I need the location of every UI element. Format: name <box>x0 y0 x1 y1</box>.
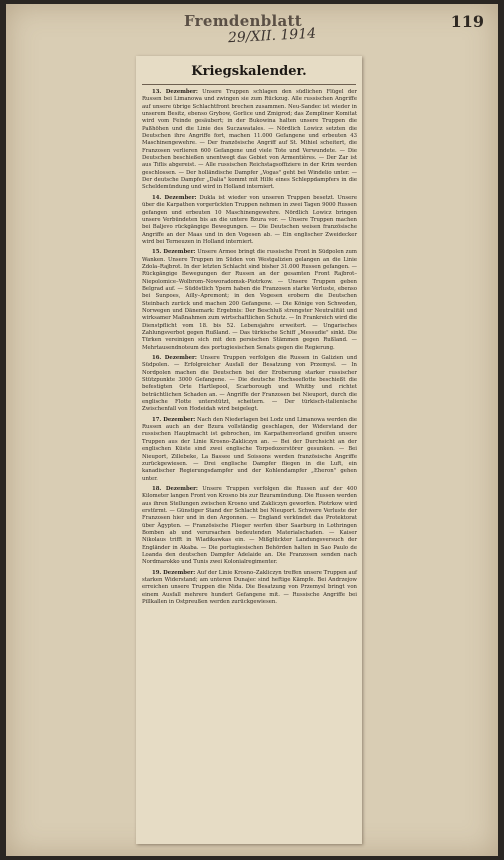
entry-text: Unsere Truppen verfolgen die Russen auf der 400 Kilometer langen Front von Krosno bis zur Bzuramündung. Die Russen werden aus ihren Stellungen zwischen Krosno und Zakliczyn geworfen. Piotrkow wird erstürmt. — Günstiger Stand der Schlacht bei Nieuport. Schwere Verluste der Franzosen hier und in den Argonnen. — England verkündet das Protektorat über Ägypten. — Französische Flieger werfen über Saarburg in Lothringen Bomben ab und verursachen bedeutenden Materialschaden. — Kaiser Nikolaus trifft in Wladikawkas ein. — Mißglückter Landungsversuch der Engländer in Akaba. — Die portugiesischen Behörden halten in Sao Paulo de Loanda den deutschen Dampfer Adelaide an. Die Franzosen senden nach Nordmarokko und Tunis zwei Kolonialregimenter. <box>142 485 357 566</box>
archive-sheet <box>6 4 498 856</box>
entry-date: 18. Dezember: <box>152 485 198 492</box>
title-rule <box>142 84 356 85</box>
entry-date: 15. Dezember: <box>152 249 196 256</box>
entry-text: Nach den Niederlagen bei Lodz und Limanowa werden die Russen auch an der Bzura vollständig geschlagen, der Widerstand der russischen Hauptmacht ist gebrochen, im Karpathenvorland greifen unsere Truppen aus der Linie Krosno–Zakliczyn an. — Bei der Durchsicht an der englischen Küste sind zwei englische Torpedozerstörer gesunken. — Bei Nieuport, Zillebeke, La Bassee und Soissons werden französische Angriffe zurückgewiesen. — Drei englische Dampfer fliegen in die Luft, ein kanadischer Regierungsdampfer und der Kohlendampfer „Eheron" gehen unter. <box>142 416 357 482</box>
calendar-entry <box>142 355 357 414</box>
calendar-entry <box>142 89 357 192</box>
entry-date: 14. Dezember: <box>152 194 197 201</box>
page-number: 119 <box>450 12 484 31</box>
calendar-entry <box>142 570 357 607</box>
calendar-entry <box>142 486 357 567</box>
newspaper-clipping <box>136 56 362 844</box>
entry-text: Dukla ist wieder von unseren Truppen besetzt. Unsere über die Karpathen vorgerückten Truppen nehmen in zwei Tagen 9000 Russen gefangen und erbeuten 10 Maschinengewehre. Nördlich Lowicz bringen unsere Verbündeten bis an die untere Bzura vor. — Unsere Truppen machen bei Baljevo rückgängige Bewegungen. — Die Deutschen weisen französische Angriffe an der Maas und in den Vogesen ab. — Ein englischer Zweidecker wird bei Terneuzen in Holland interniert. <box>142 194 357 245</box>
entry-date: 13. Dezember: <box>152 89 198 95</box>
calendar-entry <box>142 249 357 352</box>
newspaper-source: Fremdenblatt <box>184 12 303 30</box>
entry-text: Unsere Truppen verfolgen die Russen in Galizien und Südpolen. — Erfolgreicher Ausfall der Besatzung von Przemysl. — In Nordpolen machen die Deutschen bei der Eroberung starker russischer Stützpunkte 3000 Gefangene. — Die deutsche Hochseeflotte beschießt die befestigten Orte Hartlepool, Scarborough und Whitby und richtet beträchtlichen Schaden an. — Angriffe der Franzosen bei Nieuport, durch die englische Flotte unterstützt, scheitern. — Der türkisch-italienische Zwischenfall von Hodeidah wird beigelegt. <box>142 355 357 413</box>
entry-text: Auf der Linie Krosno–Zakliczyn treffen unsere Truppen auf starken Widerstand; am unteren Dunajec sind heftige Kämpfe. Bei Andrzejow erreichen unsere Truppen die Nida. Die Besatzung von Przemysl bringt von einem Ausfall mehrere hundert Gefangene mit. — Russische Angriffe bei Pillkallen in Ostpreußen werden zurückgewiesen. <box>142 569 357 606</box>
entry-date: 19. Dezember: <box>152 569 196 576</box>
entry-date: 16. Dezember: <box>152 355 197 362</box>
entry-date: 17. Dezember: <box>152 416 196 423</box>
calendar-entry <box>142 417 357 483</box>
entry-text: Unsere Armee bringt die russische Front in Südpolen zum Wanken. Unsere Truppen im Süden von Westgalizien gelangen an die Linie Zdola–Rajbrot. In der letzten Schlacht sind bisher 31.000 Russen gefangen. — Rückgängige Bewegungen der Russen an der gesamten Front Rajbrot–Niepolomice–Wolbrom–Noworadomsk–Piotrkow. — Unsere Truppen geben Belgrad auf. — Südöstlich Ypern haben die Franzosen starke Verluste, ebenso bei Sunpoes, Ailly–Apremont; in den Vogesen erobern die Deutschen Steinbach zurück und machen 200 Gefangene. — Die Könige von Schweden, Norwegen und Dänemark: Ergebnis: Der Beschluß strengster Neutralität und wirksamer Maßnahmen zum wirtschaftlichen Schutz. — In Frankreich wird die Dienstpflicht vom 18. bis 52. Lebensjahre erweitert. — Ungarisches Zahlungsverbot gegen Rußland. — Das türkische Schiff „Messudie" sinkt. Die Türken vereinigen sich mit den persischen Stämmen gegen Rußland. — Mehrtausendnoteum des portugiesischen Senats gegen die Regierung. <box>142 249 357 351</box>
calendar-entry <box>142 195 357 246</box>
masthead <box>6 10 498 47</box>
handwritten-date: 29/XII. 1914 <box>227 25 317 47</box>
article-title: Kriegskalender. <box>191 64 307 79</box>
entry-text: Unsere Truppen schlagen den südlichen Flügel der Russen bei Limanowa und zwingen sie zum Rückzug. Alle russischen Angriffe auf unsere übrige Schlachtfront brechen zusammen. Neu-Sandec ist wieder in unserem Besitz, ebenso Grybow, Gorlice und Zmigrod; das Zempliner Komitat wird vom Feinde gesäubert; in der Bukowina halten unsere Truppen die Paßhöhen und die Linie des Suczawatales. — Nördlich Lowicz setzten die Deutschen ihre Angriffe fort, machen 11.000 Gefangene und erbeuten 43 Maschinengewehre. — Der französische Angriff auf St. Mihiel scheitert, die Franzosen verlieren 600 Gefangene und viele Tote und Verwundete. — Die Deutschen beschießen unentwegt das Gebiet von Armentières. — Der Zar ist aus Tiflis abgereist. — Alle russischen Reichstagsoffiziere in der Krim werden geschlossen. — Der holländische Dampfer „Vogas" geht bei Windelio unter. — Der deutsche Dampfer „Dalia" kommt mit Hilfe eines Schleppdampfers in die Scheldemündung und wird in Holland interniert. <box>142 89 357 191</box>
